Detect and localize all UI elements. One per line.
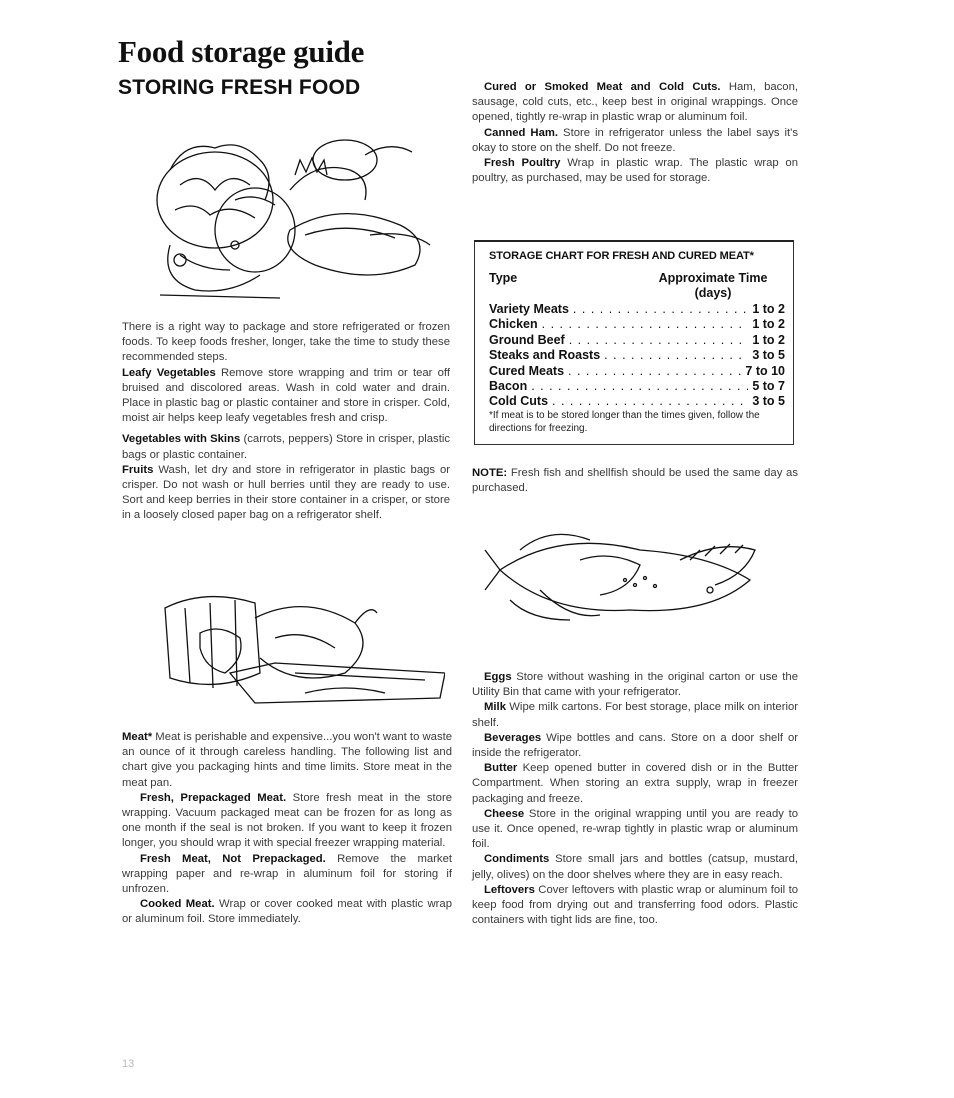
not-prepackaged-meat-text: Remove the market wrapping paper and re-wrap in aluminum foil for storing if unfrozen. bbox=[122, 852, 452, 896]
vegetables-skins-heading: Vegetables with Skins bbox=[122, 433, 241, 446]
cured-meat-text: Ham, bacon, sausage, cold cuts, etc., keep best in original wrappings. Once opened, tightly re-wrap in plastic wrap or aluminum foil. bbox=[472, 81, 798, 124]
chart-row-time: 3 to 5 bbox=[752, 394, 785, 409]
milk-text: Wipe milk cartons. For best storage, place milk on interior shelf. bbox=[472, 701, 799, 729]
meat-heading: Meat* bbox=[122, 731, 153, 743]
chart-row-type: Cold Cuts bbox=[489, 394, 549, 409]
note-heading: NOTE: bbox=[472, 467, 508, 479]
fresh-poultry-heading: Fresh Poultry bbox=[484, 157, 561, 170]
chart-row-type: Variety Meats bbox=[489, 302, 569, 316]
canned-ham-text: Store in refrigerator unless the label says it's okay to store on the shelf. Do not freeze. bbox=[472, 126, 798, 154]
chart-row bbox=[489, 364, 785, 380]
chart-column-time: Approximate Time (days) bbox=[658, 271, 768, 300]
storage-chart bbox=[474, 240, 794, 445]
chart-row-time: 5 to 7 bbox=[752, 379, 785, 393]
prepackaged-meat-text: Store fresh meat in the store wrapping. Vacuum packaged meat can be frozen for as long as one month if the seal is not broken. If you want to keep it frozen longer, you should wrap it with special freezer wrapping material. bbox=[122, 791, 453, 850]
beverages-heading: Beverages bbox=[484, 731, 542, 744]
chart-row bbox=[489, 302, 785, 318]
vegetables-illustration bbox=[140, 130, 440, 300]
chart-row-leader bbox=[569, 333, 749, 347]
note-text: Fresh fish and shellfish should be used the same day as purchased. bbox=[472, 467, 798, 495]
leftovers-text: Cover leftovers with plastic wrap or aluminum foil to keep food from drying out and transferring food odors. Plastic containers with tight lids are fine, too. bbox=[472, 883, 799, 927]
cheese-heading: Cheese bbox=[484, 807, 525, 820]
fresh-poultry-text: Wrap in plastic wrap. The plastic wrap on poultry, as purchased, may be used for storage. bbox=[472, 157, 798, 185]
chart-row-type: Steaks and Roasts bbox=[489, 348, 601, 363]
leafy-vegetables-text: Remove store wrapping and trim or tear off bruised and discolored areas. Wash in cold water and drain. Place in plastic bag or plastic container and store in crisper. Cold, moist air helps keep leafy vegetables fresh and crisp. bbox=[122, 366, 450, 425]
chart-row bbox=[489, 394, 785, 410]
chart-row-leader bbox=[531, 379, 748, 393]
chart-footnote: *If meat is to be stored longer than the times given, follow the directions for freezing. bbox=[489, 410, 760, 434]
chart-row-leader bbox=[573, 302, 748, 316]
beverages-text: Wipe bottles and cans. Store on a door shelf or inside the refrigerator. bbox=[472, 731, 798, 760]
chart-title: STORAGE CHART FOR FRESH AND CURED MEAT* bbox=[489, 250, 754, 262]
condiments-text: Store small jars and bottles (catsup, mustard, jelly, olives) on the door shelves where they are in easy reach. bbox=[472, 853, 798, 881]
eggs-text: Store without washing in the original carton or use the Utility Bin that came with your refrigerator. bbox=[472, 671, 798, 699]
fish-illustration bbox=[480, 520, 780, 630]
leafy-vegetables-heading: Leafy Vegetables bbox=[122, 366, 216, 379]
cooked-meat-heading: Cooked Meat. bbox=[140, 898, 215, 911]
chart-row-type: Bacon bbox=[489, 379, 528, 393]
chart-row-time: 1 to 2 bbox=[752, 302, 785, 316]
chart-row-leader bbox=[552, 394, 748, 408]
intro-text: There is a right way to package and store refrigerated or frozen foods. To keep foods fresher, longer, take the time to study these recommended steps. bbox=[122, 321, 450, 364]
chart-row bbox=[489, 379, 785, 395]
chart-row-type: Ground Beef bbox=[489, 332, 565, 347]
eggs-heading: Eggs bbox=[484, 671, 512, 683]
condiments-heading: Condiments bbox=[484, 853, 550, 866]
chart-row bbox=[489, 348, 785, 364]
meat-illustration bbox=[145, 578, 445, 718]
fruits-heading: Fruits bbox=[122, 463, 154, 476]
not-prepackaged-meat-heading: Fresh Meat, Not Prepackaged. bbox=[140, 852, 326, 865]
section-subtitle: STORING FRESH FOOD bbox=[118, 76, 361, 99]
cheese-text: Store in the original wrapping until you are ready to use it. Once opened, re-wrap tightly in plastic wrap or aluminum foil. bbox=[472, 807, 798, 851]
chart-row-type: Cured Meats bbox=[489, 363, 565, 378]
butter-heading: Butter bbox=[484, 762, 518, 775]
chart-row-time: 3 to 5 bbox=[752, 348, 785, 363]
chart-row-leader bbox=[604, 348, 748, 362]
butter-text: Keep opened butter in covered dish or in the Butter Compartment. When storing an extra supply, wrap in freezer packaging and freeze. bbox=[472, 762, 798, 805]
canned-ham-heading: Canned Ham. bbox=[484, 126, 559, 139]
chart-row bbox=[489, 333, 785, 349]
prepackaged-meat-heading: Fresh, Prepackaged Meat. bbox=[140, 791, 287, 804]
page-number: 13 bbox=[122, 1058, 135, 1070]
fruits-text: Wash, let dry and store in refrigerator in plastic bags or crisper. Do not wash or hull berries until they are ready to use. Sort and keep berries in their store container in a crisper, or store in a loosely closed paper bag on a refrigerator shelf. bbox=[122, 463, 451, 522]
chart-row-type: Chicken bbox=[489, 317, 538, 332]
chart-row-time: 1 to 2 bbox=[752, 332, 785, 347]
milk-heading: Milk bbox=[484, 701, 506, 714]
chart-row-time: 7 to 10 bbox=[745, 363, 785, 378]
chart-row-leader bbox=[542, 317, 749, 331]
leftovers-heading: Leftovers bbox=[484, 883, 535, 896]
cured-meat-heading: Cured or Smoked Meat and Cold Cuts. bbox=[484, 81, 721, 93]
chart-column-type: Type bbox=[489, 271, 518, 285]
chart-row-leader bbox=[568, 364, 741, 378]
cooked-meat-text: Wrap or cover cooked meat with plastic wrap or aluminum foil. Store immediately. bbox=[122, 898, 452, 926]
chart-row bbox=[489, 317, 785, 333]
page-title: Food storage guide bbox=[118, 34, 365, 69]
vegetables-skins-text: (carrots, peppers) Store in crisper, plastic bags or plastic container. bbox=[122, 433, 450, 461]
meat-text: Meat is perishable and expensive...you won't want to waste an ounce of it through careless handling. The following list and chart give you packaging hints and time limits. Store meat in the meat pan. bbox=[122, 731, 453, 789]
chart-row-time: 1 to 2 bbox=[752, 317, 785, 332]
